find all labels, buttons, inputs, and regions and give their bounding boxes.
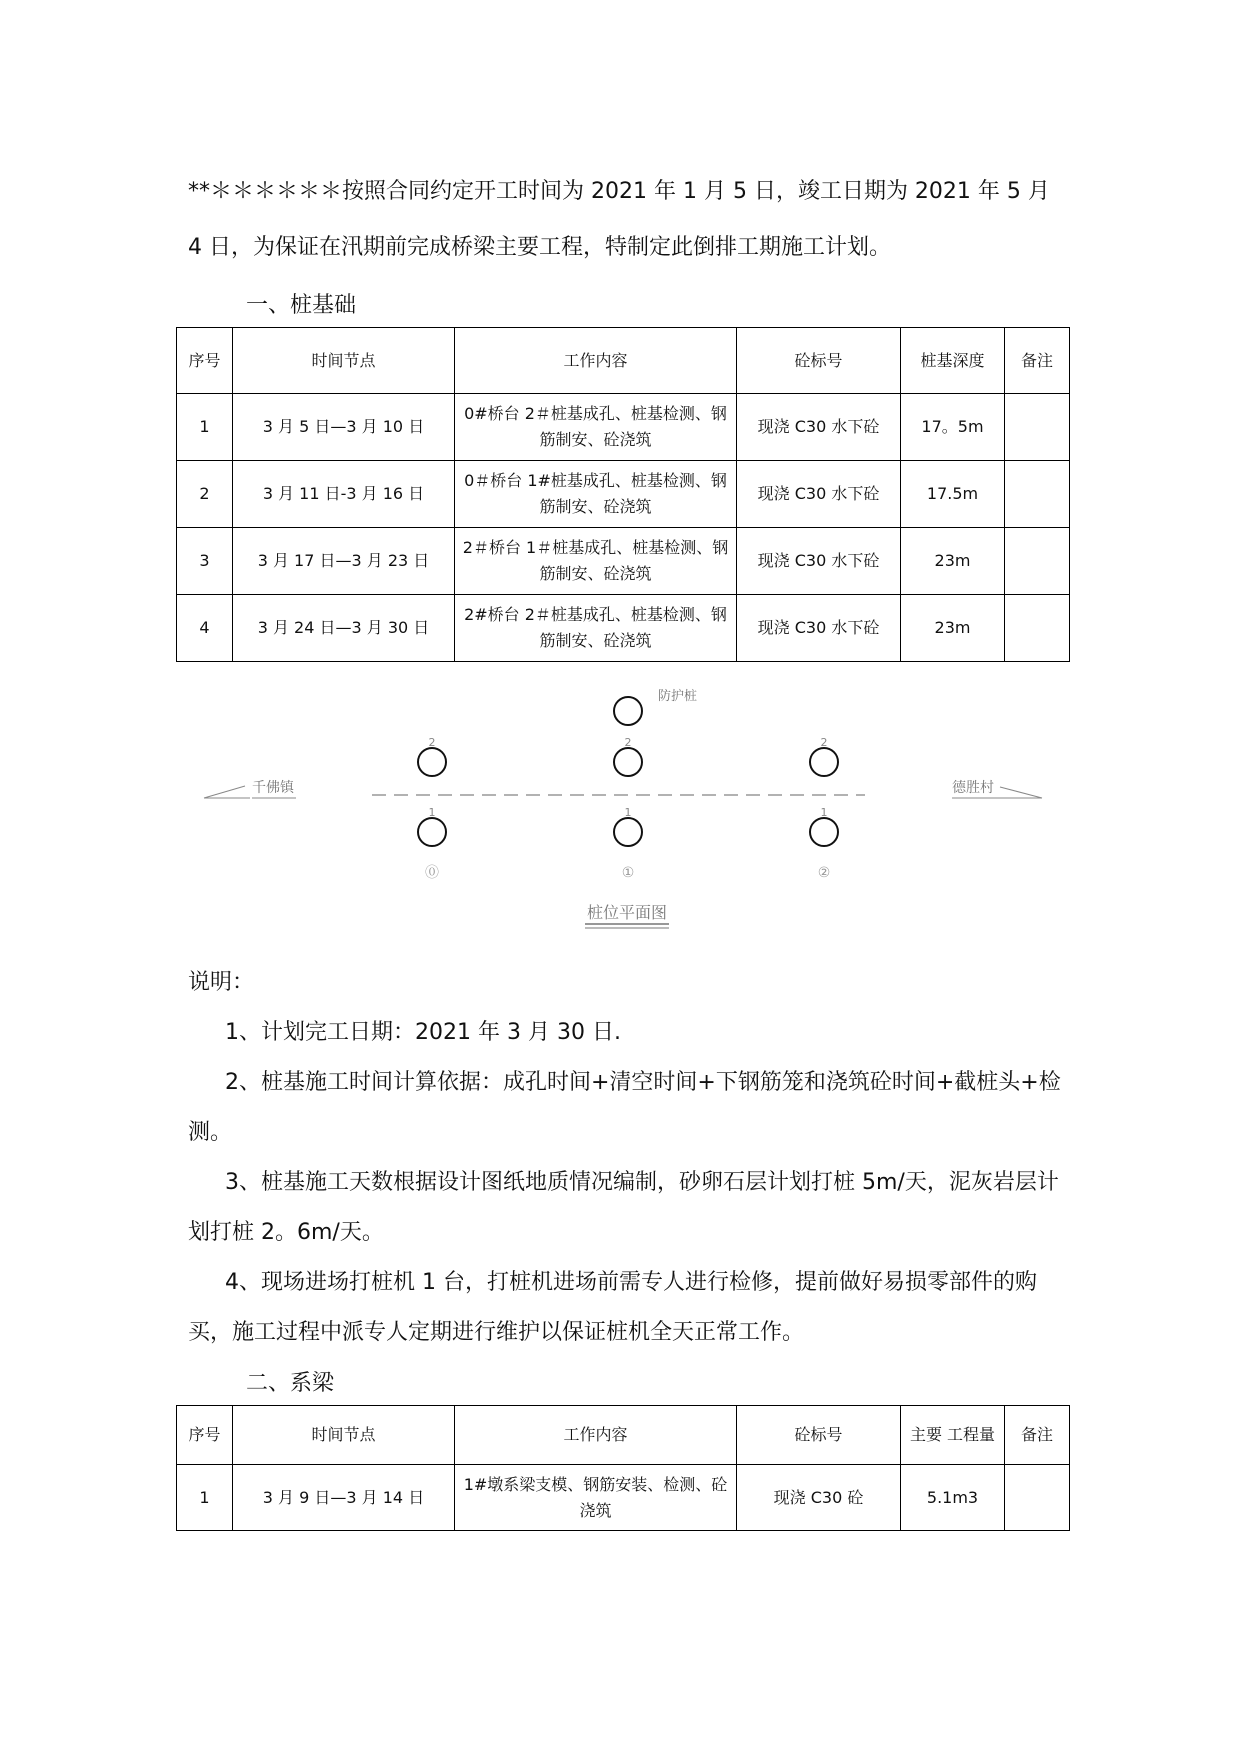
left-location-label: 千佛镇 bbox=[252, 780, 294, 796]
cell-time: 3 月 17 日—3 月 23 日 bbox=[233, 528, 455, 595]
header-remark: 备注 bbox=[1005, 328, 1070, 394]
cell-concrete: 现浇 C30 水下砼 bbox=[737, 461, 901, 528]
pile-0-1 bbox=[418, 818, 446, 846]
pile-0-2 bbox=[418, 748, 446, 776]
cell-quantity: 5.1m3 bbox=[901, 1465, 1005, 1531]
cell-time: 3 月 11 日-3 月 16 日 bbox=[233, 461, 455, 528]
cell-time: 3 月 5 日—3 月 10 日 bbox=[233, 394, 455, 461]
cell-concrete: 现浇 C30 水下砼 bbox=[737, 394, 901, 461]
left-road-slant bbox=[204, 786, 245, 798]
cell-remark bbox=[1005, 1465, 1070, 1531]
header-index: 序号 bbox=[177, 328, 233, 394]
protective-pile-label: 防护桩 bbox=[658, 689, 698, 704]
row-label-1: 1 bbox=[624, 806, 632, 819]
right-road-slant bbox=[1000, 787, 1042, 798]
row-label-2: 2 bbox=[820, 736, 828, 749]
cell-index: 3 bbox=[177, 528, 233, 595]
notes-section bbox=[188, 958, 1068, 1358]
note-item-3: 3、桩基施工天数根据设计图纸地质情况编制，砂卵石层计划打桩 5m/天，泥灰岩层计划打桩 2。6m/天。 bbox=[188, 1170, 1059, 1245]
pile-layout-diagram bbox=[200, 680, 1060, 940]
pile-2-2 bbox=[810, 748, 838, 776]
cell-index: 4 bbox=[177, 595, 233, 662]
table-row bbox=[177, 595, 1070, 662]
section1-heading: 一、桩基础 bbox=[246, 293, 357, 318]
right-location-label: 德胜村 bbox=[952, 780, 994, 796]
cell-work: 1#墩系梁支模、钢筋安装、检测、砼浇筑 bbox=[455, 1465, 737, 1531]
notes-title: 说明： bbox=[188, 970, 255, 995]
note-item-2: 2、桩基施工时间计算依据：成孔时间+清空时间+下钢筋笼和浇筑砼时间+截桩头+检测。 bbox=[188, 1070, 1061, 1145]
cell-depth: 23m bbox=[901, 528, 1005, 595]
cell-work: 2＃桥台 1＃桩基成孔、桩基检测、钢筋制安、砼浇筑 bbox=[455, 528, 737, 595]
cell-remark bbox=[1005, 528, 1070, 595]
cell-depth: 17。5m bbox=[901, 394, 1005, 461]
header-work: 工作内容 bbox=[455, 328, 737, 394]
cell-index: 1 bbox=[177, 1465, 233, 1531]
axis-label-2: ② bbox=[817, 865, 831, 881]
cell-concrete: 现浇 C30 水下砼 bbox=[737, 595, 901, 662]
table-header-row bbox=[177, 1406, 1070, 1465]
axis-label-1: ① bbox=[621, 865, 635, 881]
tie-beam-table bbox=[176, 1405, 1070, 1531]
header-time: 时间节点 bbox=[233, 1406, 455, 1465]
axis-label-0: ⓪ bbox=[425, 865, 439, 881]
note-item-4: 4、现场进场打桩机 1 台，打桩机进场前需专人进行检修，提前做好易损零部件的购买，施工过程中派专人定期进行维护以保证桩机全天正常工作。 bbox=[188, 1270, 1037, 1345]
table-header-row bbox=[177, 328, 1070, 394]
table-row bbox=[177, 528, 1070, 595]
cell-time: 3 月 9 日—3 月 14 日 bbox=[233, 1465, 455, 1531]
note-item-1: 1、计划完工日期：2021 年 3 月 30 日. bbox=[225, 1020, 621, 1045]
pile-1-2 bbox=[614, 748, 642, 776]
header-concrete: 砼标号 bbox=[737, 328, 901, 394]
diagram-caption: 桩位平面图 bbox=[586, 903, 668, 922]
cell-work: 0#桥台 2＃桩基成孔、桩基检测、钢筋制安、砼浇筑 bbox=[455, 394, 737, 461]
header-depth: 桩基深度 bbox=[901, 328, 1005, 394]
pile-1-1 bbox=[614, 818, 642, 846]
header-concrete: 砼标号 bbox=[737, 1406, 901, 1465]
table-row bbox=[177, 1465, 1070, 1531]
cell-remark bbox=[1005, 461, 1070, 528]
cell-concrete: 现浇 C30 砼 bbox=[737, 1465, 901, 1531]
cell-depth: 17.5m bbox=[901, 461, 1005, 528]
cell-work: 2#桥台 2＃桩基成孔、桩基检测、钢筋制安、砼浇筑 bbox=[455, 595, 737, 662]
section2-heading: 二、系梁 bbox=[246, 1371, 335, 1396]
cell-remark bbox=[1005, 595, 1070, 662]
cell-index: 1 bbox=[177, 394, 233, 461]
cell-index: 2 bbox=[177, 461, 233, 528]
cell-time: 3 月 24 日—3 月 30 日 bbox=[233, 595, 455, 662]
table-row bbox=[177, 461, 1070, 528]
row-label-2: 2 bbox=[428, 736, 436, 749]
row-label-1: 1 bbox=[428, 806, 436, 819]
pile-foundation-table bbox=[176, 327, 1070, 662]
cell-depth: 23m bbox=[901, 595, 1005, 662]
header-work: 工作内容 bbox=[455, 1406, 737, 1465]
row-label-1: 1 bbox=[820, 806, 828, 819]
header-remark: 备注 bbox=[1005, 1406, 1070, 1465]
protective-pile bbox=[614, 697, 642, 725]
cell-remark bbox=[1005, 394, 1070, 461]
header-quantity: 主要 工程量 bbox=[901, 1406, 1005, 1465]
header-index: 序号 bbox=[177, 1406, 233, 1465]
row-label-2: 2 bbox=[624, 736, 632, 749]
cell-concrete: 现浇 C30 水下砼 bbox=[737, 528, 901, 595]
intro-paragraph: **＊＊＊＊＊＊按照合同约定开工时间为 2021 年 1 月 5 日，竣工日期为 2021 年 5 月 4 日，为保证在汛期前完成桥梁主要工程，特制定此倒排工期施工计划。 bbox=[188, 179, 1050, 260]
cell-work: 0＃桥台 1#桩基成孔、桩基检测、钢筋制安、砼浇筑 bbox=[455, 461, 737, 528]
header-time: 时间节点 bbox=[233, 328, 455, 394]
table-row bbox=[177, 394, 1070, 461]
pile-2-1 bbox=[810, 818, 838, 846]
